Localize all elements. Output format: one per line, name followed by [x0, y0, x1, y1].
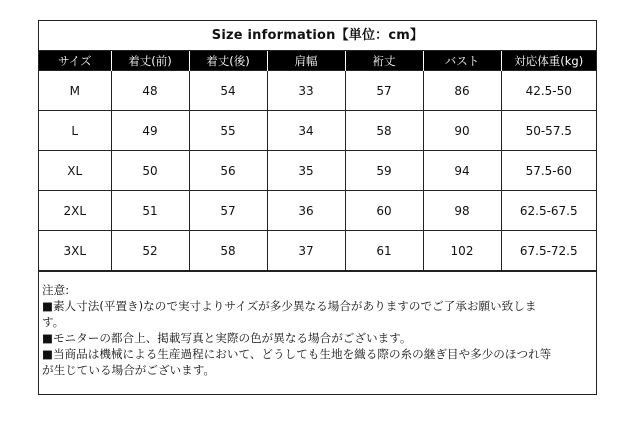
cell-shoulder-width: 33	[267, 71, 345, 111]
size-info-card	[38, 20, 597, 395]
table-row	[39, 111, 596, 151]
cell-front-length: 50	[111, 151, 189, 191]
col-header-size: サイズ	[39, 51, 111, 71]
col-header-front-length: 着丈(前)	[111, 51, 189, 71]
cell-sleeve-length: 61	[345, 231, 423, 271]
cell-sleeve-length: 59	[345, 151, 423, 191]
cell-weight: 50-57.5	[501, 111, 596, 151]
cell-weight: 42.5-50	[501, 71, 596, 111]
note-line: が生じている場合がございます。	[42, 363, 215, 377]
cell-bust: 98	[423, 191, 501, 231]
size-table-header-row	[39, 51, 596, 71]
col-header-back-length: 着丈(後)	[189, 51, 267, 71]
cell-front-length: 51	[111, 191, 189, 231]
cell-weight: 62.5-67.5	[501, 191, 596, 231]
cell-size: 2XL	[39, 191, 111, 231]
table-row	[39, 231, 596, 271]
cell-bust: 86	[423, 71, 501, 111]
cell-back-length: 54	[189, 71, 267, 111]
cell-front-length: 52	[111, 231, 189, 271]
cell-front-length: 49	[111, 111, 189, 151]
col-header-shoulder-width: 肩幅	[267, 51, 345, 71]
cell-bust: 102	[423, 231, 501, 271]
cell-sleeve-length: 58	[345, 111, 423, 151]
table-row	[39, 191, 596, 231]
cell-size: L	[39, 111, 111, 151]
col-header-sleeve-length: 裄丈	[345, 51, 423, 71]
note-line: す。	[42, 315, 65, 329]
size-info-title: Size information【単位：cm】	[39, 21, 596, 51]
cell-sleeve-length: 60	[345, 191, 423, 231]
col-header-weight: 対応体重(kg)	[501, 51, 596, 71]
col-header-bust: バスト	[423, 51, 501, 71]
cell-back-length: 58	[189, 231, 267, 271]
note-line: ■素人寸法(平置き)なので実寸よりサイズが多少異なる場合がありますのでご了承お願い致しま	[42, 299, 537, 313]
size-table	[39, 51, 596, 271]
cell-front-length: 48	[111, 71, 189, 111]
table-row	[39, 151, 596, 191]
cell-sleeve-length: 57	[345, 71, 423, 111]
cell-back-length: 57	[189, 191, 267, 231]
cell-size: XL	[39, 151, 111, 191]
cell-bust: 94	[423, 151, 501, 191]
cell-shoulder-width: 36	[267, 191, 345, 231]
cell-weight: 67.5-72.5	[501, 231, 596, 271]
cell-shoulder-width: 37	[267, 231, 345, 271]
cell-weight: 57.5-60	[501, 151, 596, 191]
cell-size: 3XL	[39, 231, 111, 271]
cell-back-length: 56	[189, 151, 267, 191]
cell-shoulder-width: 34	[267, 111, 345, 151]
table-row	[39, 71, 596, 111]
note-line: ■モニターの都合上、掲載写真と実際の色が異なる場合がございます。	[42, 331, 412, 345]
cell-back-length: 55	[189, 111, 267, 151]
cell-bust: 90	[423, 111, 501, 151]
notes-section	[39, 271, 596, 378]
note-line: ■当商品は機械による生産過程において、どうしても生地を織る際の糸の継ぎ目や多少のほつれ等	[42, 347, 552, 361]
cell-shoulder-width: 35	[267, 151, 345, 191]
cell-size: M	[39, 71, 111, 111]
notes-heading: 注意:	[42, 283, 70, 297]
